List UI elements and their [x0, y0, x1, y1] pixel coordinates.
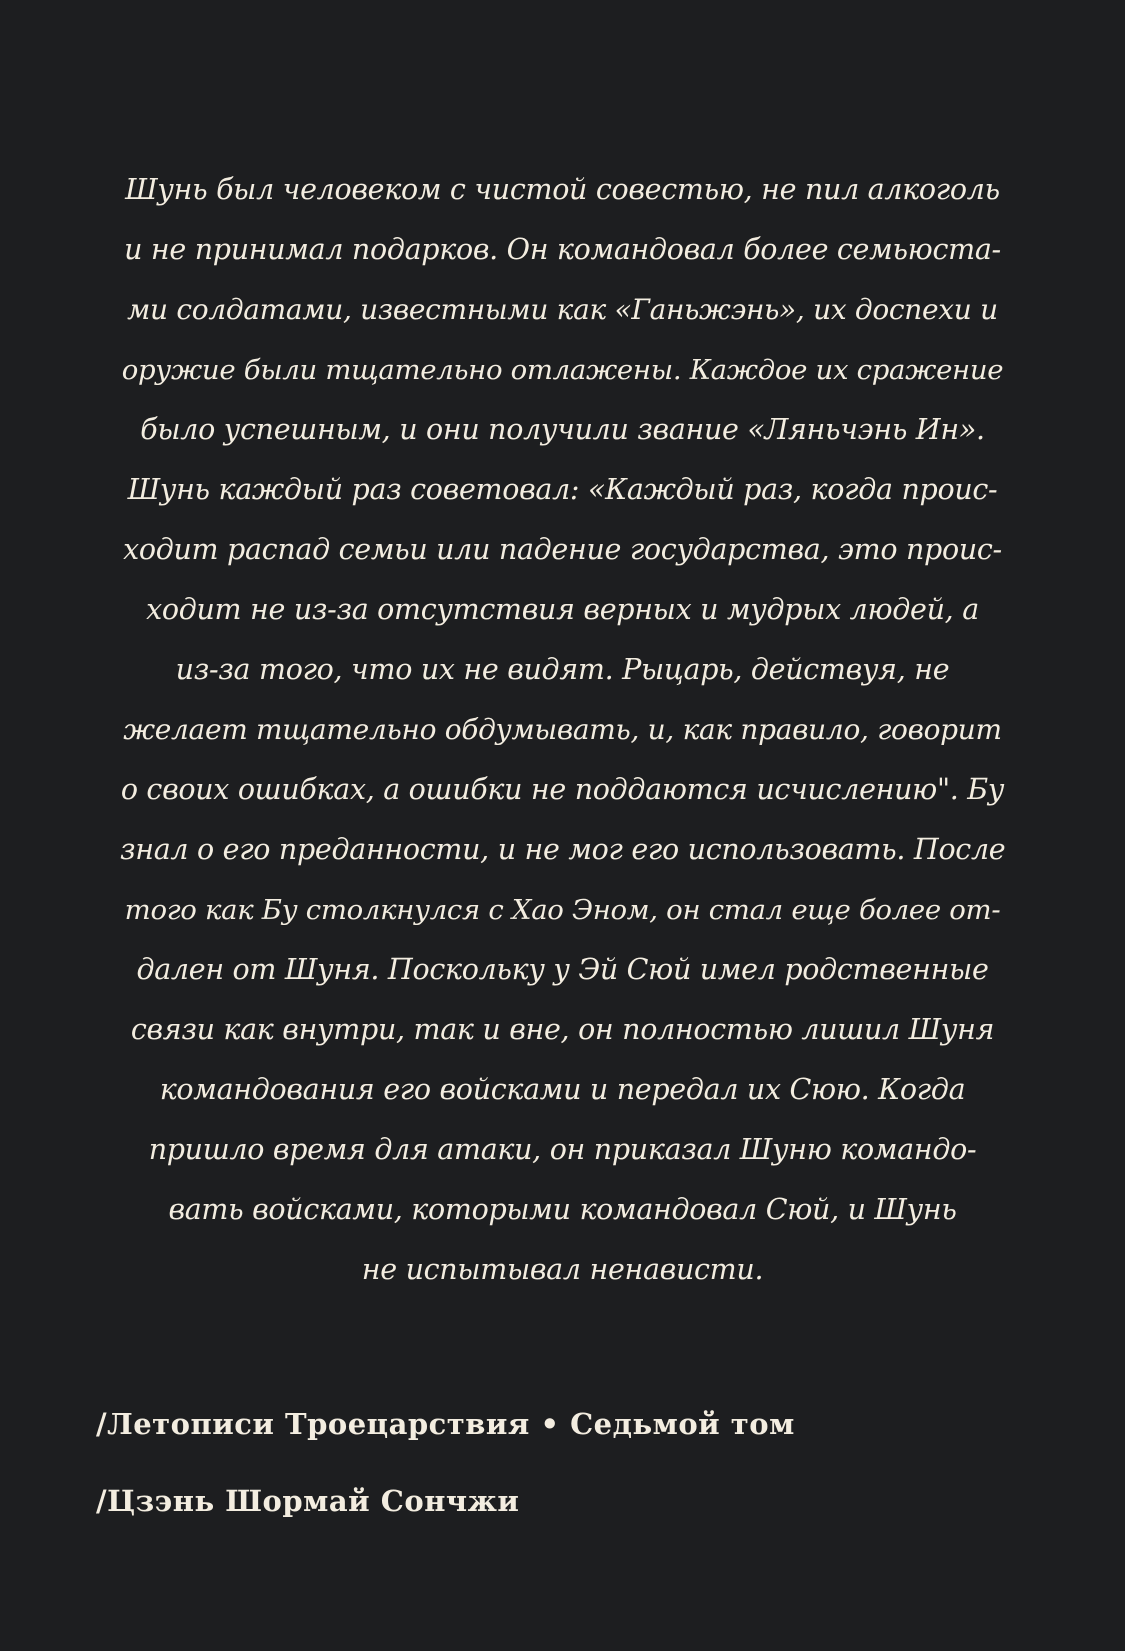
source-author: /Цзэнь Шормай Сончжи	[96, 1484, 520, 1518]
quote-line: из-за того, что их не видят. Рыцарь, действуя, не	[175, 653, 950, 686]
quote-line: Шунь был человеком с чистой совестью, не пил алкоголь	[125, 173, 1000, 206]
quote-line: связи как внутри, так и вне, он полностью лишил Шуня	[130, 1013, 995, 1046]
quote-line: не испытывал ненависти.	[361, 1253, 764, 1286]
quote-line: о своих ошибках, а ошибки не поддаются исчислению". Бу	[120, 773, 1005, 806]
quote-line: желает тщательно обдумывать, и, как правило, говорит	[123, 713, 1002, 746]
quote-line: ходит не из-за отсутствия верных и мудрых людей, а	[146, 593, 979, 626]
quote-line: командования его войсками и передал их Сюю. Когда	[159, 1073, 966, 1106]
quote-line: ми солдатами, известными как «Ганьжэнь», их доспехи и	[127, 293, 998, 326]
quote-line: вать войсками, которыми командовал Сюй, и Шунь	[168, 1193, 957, 1226]
quote-line: того как Бу столкнулся с Хао Эном, он стал еще более от-	[124, 894, 1001, 926]
quote-line: дален от Шуня. Поскольку у Эй Сюй имел родственные	[136, 953, 989, 986]
quote-line: ходит распад семьи или падение государства, это проис-	[123, 533, 1002, 566]
quote-line: было успешным, и они получили звание «Ляньчэнь Ин».	[140, 413, 985, 446]
quote-line: пришло время для атаки, он приказал Шуню командо-	[148, 1133, 977, 1166]
quote-line: Шунь каждый раз советовал: «Каждый раз, когда проис-	[127, 473, 998, 506]
quote-line: и не принимал подарков. Он командовал более семьюста-	[124, 233, 1001, 266]
quote-line: знал о его преданности, и не мог его использовать. После	[120, 833, 1006, 866]
quote-line: оружие были тщательно отлажены. Каждое их сражение	[121, 354, 1004, 386]
quote-block	[120, 160, 1005, 1300]
source-book: /Летописи Троецарствия • Седьмой том	[96, 1407, 795, 1441]
